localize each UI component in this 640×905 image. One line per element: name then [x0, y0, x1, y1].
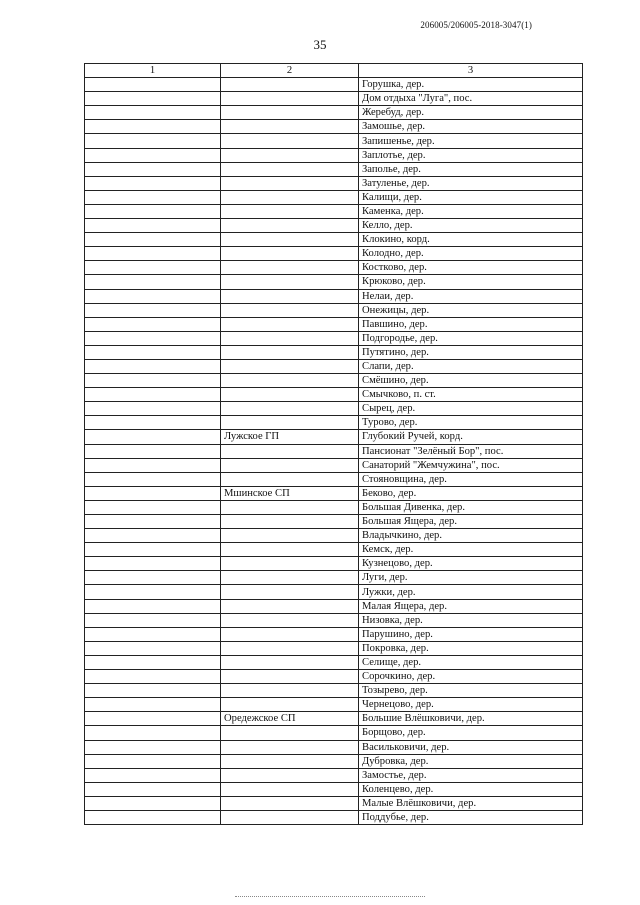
table-row [85, 134, 583, 148]
table-cell-col3: Покровка, дер. [359, 641, 583, 655]
table-cell-col3: Парушино, дер. [359, 627, 583, 641]
table-row [85, 303, 583, 317]
table-cell-col1 [85, 613, 221, 627]
table-cell-col2 [221, 670, 359, 684]
table-row [85, 500, 583, 514]
table-cell-col2 [221, 374, 359, 388]
table-row [85, 120, 583, 134]
table-cell-col3: Калищи, дер. [359, 190, 583, 204]
table-cell-col1 [85, 148, 221, 162]
table-cell-col2 [221, 529, 359, 543]
table-cell-col1 [85, 331, 221, 345]
table-row [85, 106, 583, 120]
table-row [85, 529, 583, 543]
table-row [85, 557, 583, 571]
table-cell-col1 [85, 204, 221, 218]
table-cell-col2 [221, 571, 359, 585]
table-cell-col2 [221, 289, 359, 303]
table-cell-col3: Сырец, дер. [359, 402, 583, 416]
table-cell-col1 [85, 810, 221, 824]
table-row [85, 782, 583, 796]
table-cell-col3: Крюково, дер. [359, 275, 583, 289]
table-cell-col1 [85, 529, 221, 543]
table-cell-col1 [85, 120, 221, 134]
table-cell-col1 [85, 768, 221, 782]
table-row [85, 78, 583, 92]
table-cell-col3: Тозырево, дер. [359, 684, 583, 698]
table-cell-col3: Селище, дер. [359, 655, 583, 669]
table-cell-col2 [221, 345, 359, 359]
table-cell-col3: Павшино, дер. [359, 317, 583, 331]
table-row [85, 712, 583, 726]
column-header-1: 1 [85, 64, 221, 78]
table-cell-col2 [221, 134, 359, 148]
table-cell-col2 [221, 782, 359, 796]
table-cell-col2 [221, 388, 359, 402]
table-cell-col1 [85, 571, 221, 585]
table-cell-col3: Дубровка, дер. [359, 754, 583, 768]
table-cell-col1 [85, 670, 221, 684]
table-cell-col1 [85, 515, 221, 529]
table-cell-col2 [221, 444, 359, 458]
table-row [85, 796, 583, 810]
table-row [85, 176, 583, 190]
table-cell-col3: Санаторий "Жемчужина", пос. [359, 458, 583, 472]
table-row [85, 486, 583, 500]
table-cell-col3: Кемск, дер. [359, 543, 583, 557]
table-cell-col3: Борщово, дер. [359, 726, 583, 740]
table-cell-col2 [221, 148, 359, 162]
table-row [85, 810, 583, 824]
table-cell-col2 [221, 402, 359, 416]
table-cell-col1 [85, 557, 221, 571]
table-cell-col1 [85, 500, 221, 514]
table-row [85, 92, 583, 106]
table-row [85, 261, 583, 275]
table-cell-col2 [221, 176, 359, 190]
table-row [85, 726, 583, 740]
table-cell-col1 [85, 796, 221, 810]
table-header-row [85, 64, 583, 78]
table-cell-col1 [85, 289, 221, 303]
table-cell-col2 [221, 543, 359, 557]
table-cell-col3: Заполье, дер. [359, 162, 583, 176]
table-cell-col3: Малая Ящера, дер. [359, 599, 583, 613]
table-cell-col3: Кузнецово, дер. [359, 557, 583, 571]
table-row [85, 219, 583, 233]
table-cell-col2 [221, 585, 359, 599]
table-cell-col3: Турово, дер. [359, 416, 583, 430]
table-cell-col2 [221, 768, 359, 782]
table-cell-col2 [221, 120, 359, 134]
table-cell-col1 [85, 458, 221, 472]
table-body [85, 78, 583, 825]
table-cell-col3: Дом отдыха "Луга", пос. [359, 92, 583, 106]
table-cell-col2 [221, 557, 359, 571]
table-cell-col1 [85, 78, 221, 92]
table-row [85, 289, 583, 303]
table-cell-col3: Лужки, дер. [359, 585, 583, 599]
table-cell-col3: Смычково, п. ст. [359, 388, 583, 402]
table-cell-col1 [85, 641, 221, 655]
table-row [85, 204, 583, 218]
table-cell-col2 [221, 78, 359, 92]
table-cell-col1 [85, 303, 221, 317]
table-cell-col3: Коленцево, дер. [359, 782, 583, 796]
table-cell-col3: Слапи, дер. [359, 359, 583, 373]
table-cell-col3: Жеребуд, дер. [359, 106, 583, 120]
table-cell-col3: Беково, дер. [359, 486, 583, 500]
table-cell-col1 [85, 698, 221, 712]
table-cell-col1 [85, 726, 221, 740]
table-cell-col1 [85, 585, 221, 599]
table-cell-col3: Владычкино, дер. [359, 529, 583, 543]
table-cell-col1 [85, 92, 221, 106]
table-cell-col2 [221, 162, 359, 176]
table-cell-col1 [85, 219, 221, 233]
table-row [85, 472, 583, 486]
table-row [85, 402, 583, 416]
table-row [85, 247, 583, 261]
table-cell-col3: Каменка, дер. [359, 204, 583, 218]
table-cell-col3: Колодно, дер. [359, 247, 583, 261]
scan-artifact-line [235, 896, 425, 899]
table-cell-col2 [221, 261, 359, 275]
table-cell-col2 [221, 627, 359, 641]
table-cell-col3: Поддубье, дер. [359, 810, 583, 824]
table-cell-col1 [85, 233, 221, 247]
table-cell-col2 [221, 204, 359, 218]
table-cell-col1 [85, 261, 221, 275]
table-cell-col2 [221, 684, 359, 698]
table-cell-col3: Путятино, дер. [359, 345, 583, 359]
table-cell-col1 [85, 444, 221, 458]
table-cell-col2 [221, 472, 359, 486]
table-cell-col2 [221, 247, 359, 261]
settlements-table [84, 63, 583, 825]
table-cell-col1 [85, 486, 221, 500]
table-cell-col1 [85, 740, 221, 754]
table-cell-col3: Нелаи, дер. [359, 289, 583, 303]
table-cell-col2 [221, 359, 359, 373]
table-cell-col2 [221, 726, 359, 740]
table-cell-col2 [221, 219, 359, 233]
table-row [85, 233, 583, 247]
table-cell-col2 [221, 655, 359, 669]
table-cell-col1 [85, 134, 221, 148]
table-cell-col3: Запишенье, дер. [359, 134, 583, 148]
table-cell-col2 [221, 233, 359, 247]
table-cell-col1 [85, 402, 221, 416]
table-cell-col1 [85, 247, 221, 261]
table-cell-col2: Мшинское СП [221, 486, 359, 500]
table-cell-col3: Онежицы, дер. [359, 303, 583, 317]
table-cell-col1 [85, 472, 221, 486]
table-cell-col3: Стояновщина, дер. [359, 472, 583, 486]
table-row [85, 515, 583, 529]
table-cell-col2: Оредежское СП [221, 712, 359, 726]
table-cell-col2 [221, 599, 359, 613]
table-cell-col3: Заплотье, дер. [359, 148, 583, 162]
table-cell-col2 [221, 275, 359, 289]
table-cell-col2 [221, 106, 359, 120]
table-row [85, 190, 583, 204]
table-cell-col1 [85, 684, 221, 698]
table-row [85, 275, 583, 289]
table-row [85, 359, 583, 373]
table-row [85, 345, 583, 359]
table-cell-col2 [221, 796, 359, 810]
table-cell-col1 [85, 275, 221, 289]
table-cell-col2 [221, 190, 359, 204]
table-cell-col3: Замостье, дер. [359, 768, 583, 782]
table-cell-col2 [221, 317, 359, 331]
table-cell-col2: Лужское ГП [221, 430, 359, 444]
table-cell-col3: Сорочкино, дер. [359, 670, 583, 684]
table-cell-col1 [85, 162, 221, 176]
table-cell-col3: Горушка, дер. [359, 78, 583, 92]
table-cell-col2 [221, 92, 359, 106]
table-cell-col2 [221, 416, 359, 430]
table-cell-col3: Малые Влёшковичи, дер. [359, 796, 583, 810]
table-cell-col1 [85, 599, 221, 613]
table-cell-col3: Большая Дивенка, дер. [359, 500, 583, 514]
table-cell-col2 [221, 698, 359, 712]
table-cell-col1 [85, 190, 221, 204]
table-row [85, 543, 583, 557]
table-cell-col3: Замошье, дер. [359, 120, 583, 134]
column-header-2: 2 [221, 64, 359, 78]
table-cell-col2 [221, 613, 359, 627]
table-cell-col1 [85, 430, 221, 444]
table-cell-col1 [85, 655, 221, 669]
table-cell-col3: Большая Ящера, дер. [359, 515, 583, 529]
table-row [85, 317, 583, 331]
table-row [85, 754, 583, 768]
table-row [85, 571, 583, 585]
column-header-3: 3 [359, 64, 583, 78]
table-cell-col2 [221, 810, 359, 824]
table-row [85, 613, 583, 627]
table-cell-col1 [85, 317, 221, 331]
table-cell-col3: Костково, дер. [359, 261, 583, 275]
table-cell-col2 [221, 303, 359, 317]
table-cell-col3: Смёшино, дер. [359, 374, 583, 388]
table-cell-col1 [85, 176, 221, 190]
table-row [85, 698, 583, 712]
table-row [85, 388, 583, 402]
table-row [85, 670, 583, 684]
table-cell-col3: Клокино, корд. [359, 233, 583, 247]
table-row [85, 627, 583, 641]
table-cell-col3: Подгородье, дер. [359, 331, 583, 345]
table-cell-col3: Пансионат "Зелёный Бор", пос. [359, 444, 583, 458]
table-cell-col1 [85, 782, 221, 796]
table-cell-col1 [85, 712, 221, 726]
table-cell-col3: Глубокий Ручей, корд. [359, 430, 583, 444]
table-cell-col1 [85, 359, 221, 373]
table-cell-col2 [221, 754, 359, 768]
table-row [85, 740, 583, 754]
table-row [85, 599, 583, 613]
table-row [85, 655, 583, 669]
table-cell-col1 [85, 374, 221, 388]
table-row [85, 458, 583, 472]
table-cell-col2 [221, 641, 359, 655]
table-row [85, 331, 583, 345]
table-row [85, 641, 583, 655]
table-row [85, 585, 583, 599]
table-cell-col1 [85, 543, 221, 557]
table-row [85, 444, 583, 458]
table-cell-col3: Васильковичи, дер. [359, 740, 583, 754]
table-cell-col2 [221, 331, 359, 345]
table-cell-col3: Большие Влёшковичи, дер. [359, 712, 583, 726]
table-cell-col1 [85, 106, 221, 120]
table-cell-col1 [85, 388, 221, 402]
table-cell-col3: Келло, дер. [359, 219, 583, 233]
table-cell-col2 [221, 458, 359, 472]
table-cell-col3: Низовка, дер. [359, 613, 583, 627]
table-cell-col2 [221, 515, 359, 529]
table-row [85, 684, 583, 698]
table-cell-col1 [85, 627, 221, 641]
table-row [85, 162, 583, 176]
document-id: 206005/206005-2018-3047(1) [420, 20, 532, 30]
table-row [85, 374, 583, 388]
table-row [85, 430, 583, 444]
table-cell-col3: Затуленье, дер. [359, 176, 583, 190]
table-cell-col3: Луги, дер. [359, 571, 583, 585]
table-row [85, 768, 583, 782]
table-cell-col2 [221, 500, 359, 514]
table-cell-col1 [85, 345, 221, 359]
table-cell-col1 [85, 416, 221, 430]
table-row [85, 416, 583, 430]
table-cell-col3: Чернецово, дер. [359, 698, 583, 712]
table-cell-col2 [221, 740, 359, 754]
page-number: 35 [313, 37, 327, 52]
table-cell-col1 [85, 754, 221, 768]
table-row [85, 148, 583, 162]
